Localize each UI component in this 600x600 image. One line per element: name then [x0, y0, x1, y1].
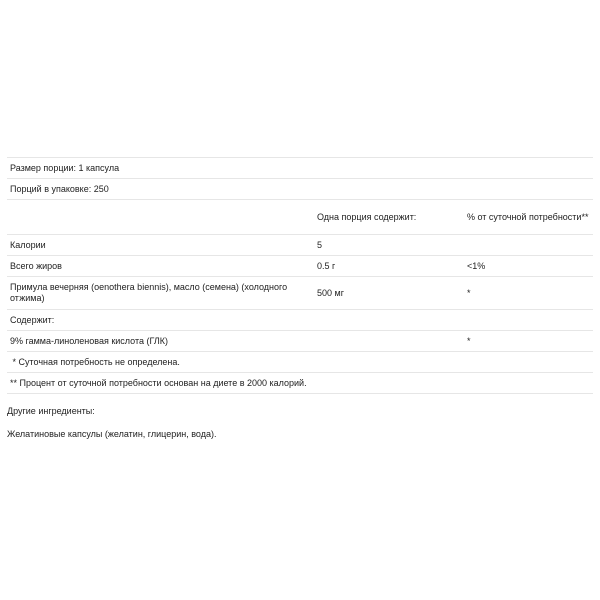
table-row [7, 331, 593, 352]
nutrient-name: 9% гамма-линоленовая кислота (ГЛК) [7, 331, 314, 352]
servings-per-container: Порций в упаковке: 250 [7, 179, 593, 200]
nutrient-dv: <1% [464, 256, 593, 277]
column-header-row [7, 200, 593, 235]
other-ingredients-title: Другие ингредиенты: [7, 406, 95, 416]
contains-label: Содержит: [7, 310, 593, 331]
nutrient-dv: * [464, 277, 593, 310]
other-ingredients-text: Желатиновые капсулы (желатин, глицерин, вода). [7, 429, 217, 439]
nutrient-amount: 0.5 г [314, 256, 464, 277]
nutrient-amount: 500 мг [314, 277, 464, 310]
table-row [7, 256, 593, 277]
contains-label-row [7, 310, 593, 331]
nutrient-dv: * [464, 331, 593, 352]
serving-size-row [7, 158, 593, 179]
nutrient-name: Примула вечерняя (oenothera biennis), масло (семена) (холодного отжима) [7, 277, 314, 310]
table-row [7, 235, 593, 256]
nutrient-name: Всего жиров [7, 256, 314, 277]
footnote-undetermined: * Суточная потребность не определена. [7, 352, 593, 373]
footnote-row [7, 373, 593, 394]
footnote-row [7, 352, 593, 373]
nutrient-amount: 5 [314, 235, 464, 256]
header-daily-value: % от суточной потребности** [464, 200, 593, 235]
header-amount: Одна порция содержит: [314, 200, 464, 235]
supplement-facts-table [7, 157, 593, 394]
table-row [7, 277, 593, 310]
nutrient-dv [464, 235, 593, 256]
serving-size: Размер порции: 1 капсула [7, 158, 593, 179]
nutrient-name: Калории [7, 235, 314, 256]
servings-per-container-row [7, 179, 593, 200]
footnote-daily-value-basis: ** Процент от суточной потребности основан на диете в 2000 калорий. [7, 373, 593, 394]
nutrient-amount [314, 331, 464, 352]
header-empty-cell [7, 200, 314, 235]
